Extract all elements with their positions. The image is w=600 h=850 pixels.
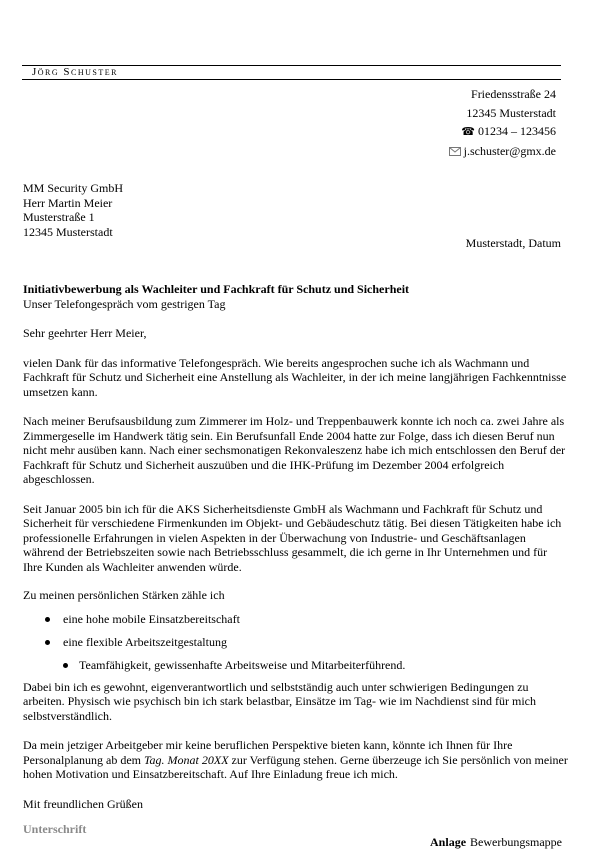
bullet-icon xyxy=(45,640,50,645)
letter-reference: Unser Telefongespräch vom gestrigen Tag xyxy=(23,296,226,311)
paragraph-background: Nach meiner Berufsausbildung zum Zimmerer im Holz- und Treppenbauwerk konnte ich noch ca. zwei Jahre als Zimmergeselle im Handwerk tätig sein. Ein Berufsunfall Ende 2004 hatte zur Folge, dass ich diesen Beruf nun nicht mehr ausüben kann. Nach einer sechsmonatigen Rekonvaleszenz habe ich mich entschlossen den Beruf der Fachkraft für Schutz und Sicherheit auszuüben und die IHK-Prüfung im Dezember 2004 erfolgreich abgeschlossen. xyxy=(23,414,566,486)
closing: Mit freundlichen Grüßen xyxy=(23,796,143,811)
header-rule-bottom xyxy=(22,79,561,80)
enclosure-line xyxy=(430,835,562,850)
sender-city: 12345 Musterstadt xyxy=(466,105,556,120)
list-item: eine hohe mobile Einsatzbereitschaft xyxy=(23,611,568,634)
recipient-city: 12345 Musterstadt xyxy=(23,224,113,239)
recipient-company: MM Security GmbH xyxy=(23,181,123,195)
envelope-icon xyxy=(449,143,461,162)
recipient-street: Musterstraße 1 xyxy=(23,210,95,224)
paragraph-work-style: Dabei bin ich es gewohnt, eigenverantwortlich und selbstständig auch unter schwierigen Bedingungen zu arbeiten. Physisch wie psychisch bin ich stark belastbar, Einsätze im Tag- wie im Nachdienst sind für mich selbstverständlich. xyxy=(23,679,536,723)
list-item: eine flexible Arbeitszeitgestaltung xyxy=(23,634,568,657)
bullet-icon xyxy=(63,663,68,668)
start-date-placeholder: Tag. Monat 20XX xyxy=(143,752,229,767)
paragraph-experience: Seit Januar 2005 bin ich für die AKS Sicherheitsdienste GmbH als Wachmann und Fachkraft für Schutz und Sicherheit für verschiedene Firmenkunden im Objekt- und Gebäudeschutz tätig. Bei diesen Tätigkeiten habe ich professionelle Erfahrungen in vielen Aspekten in der Überwachung von Industrie- und Geschäftsanlagen während der Betriebszeiten sowie nach Betriebsschluss gesammelt, die ich gerne in Ihr Unternehmen und für Ihre Kunden als Wachleiter anwenden würde. xyxy=(23,501,562,574)
recipient-address-block xyxy=(23,181,123,239)
salutation: Sehr geehrter Herr Meier, xyxy=(23,326,147,340)
strengths-intro: Zu meinen persönlichen Stärken zähle ich xyxy=(23,588,225,602)
bullet-icon xyxy=(45,617,50,622)
strengths-list xyxy=(23,611,568,680)
recipient-person: Herr Martin Meier xyxy=(23,195,113,210)
sender-phone: 01234 – 123456 xyxy=(478,124,556,139)
list-item: Teamfähigkeit, gewissenhafte Arbeitsweise und Mitarbeiterführend. xyxy=(23,657,568,680)
phone-icon: ☎ xyxy=(461,126,475,139)
letter-body xyxy=(23,282,568,811)
sender-street: Friedensstraße 24 xyxy=(471,87,556,101)
sender-email: j.schuster@gmx.de xyxy=(463,144,556,159)
paragraph-availability: Da mein jetziger Arbeitgeber mir keine beruflichen Perspektive bieten kann, könnte ich Ihnen für Ihre Personalplanung ab dem Tag. Monat 20XX zur Verfügung stehen. Gerne überzeuge ich Sie persönlich von meiner hohen Motivation und Einsatzbereitschaft. Auf Ihre Einladung freue ich mich. xyxy=(23,738,568,781)
place-date: Musterstadt, Datum xyxy=(465,236,561,250)
sender-name-header: Jörg Schuster xyxy=(32,66,118,78)
sender-address-block xyxy=(449,85,556,162)
sender-email-line xyxy=(449,142,556,162)
paragraph-intro: vielen Dank für das informative Telefongespräch. Wie bereits angesprochen suche ich als Wachmann und Fachkraft für Schutz und Sicherheit eine Anstellung als Wachleiter, in der ich meine langjährigen Fachkenntnisse umsetzen kann. xyxy=(23,355,567,399)
letter-subject: Initiativbewerbung als Wachleiter und Fachkraft für Schutz und Sicherheit xyxy=(23,282,410,296)
sender-phone-line xyxy=(449,122,556,142)
enclosure-value: Bewerbungsmappe xyxy=(470,835,562,849)
enclosure-label: Anlage xyxy=(430,835,467,849)
signature-placeholder: Unterschrift xyxy=(23,822,87,836)
